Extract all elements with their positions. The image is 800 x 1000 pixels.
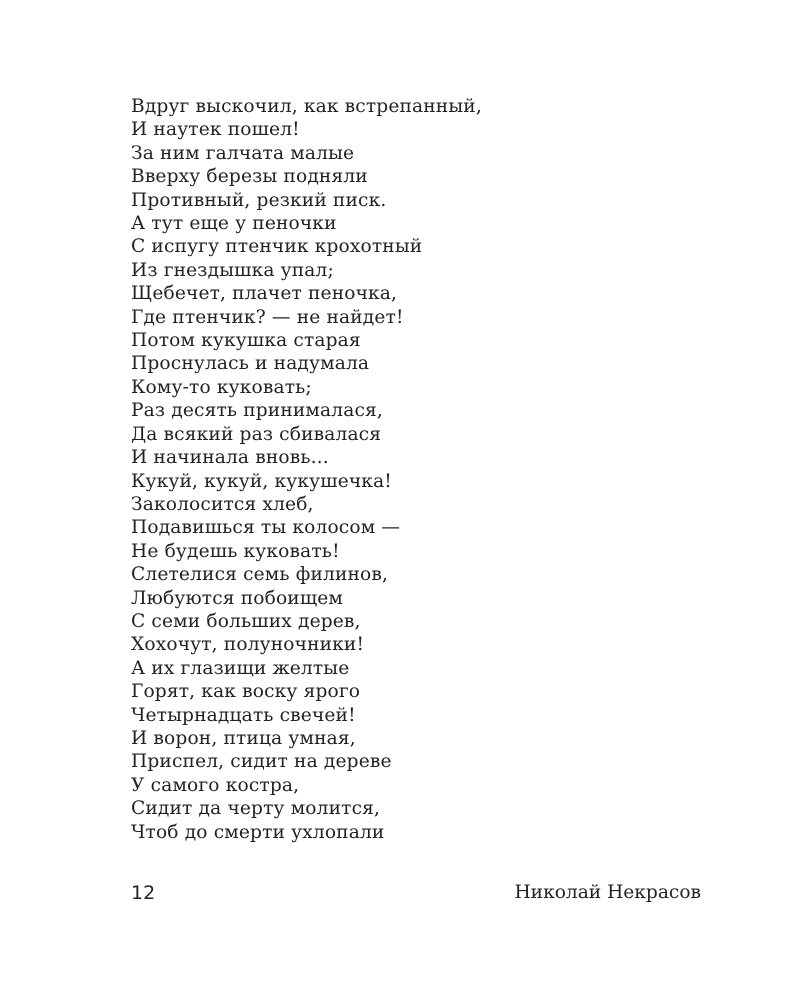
poem-line: Приспел, сидит на дереве — [131, 751, 392, 773]
poem-line: Не будешь куковать! — [131, 540, 340, 562]
poem-line: Вверху березы подняли — [131, 166, 368, 188]
poem-line: А их глазищи желтые — [131, 657, 350, 679]
poem-line: Противный, резкий писк. — [131, 189, 387, 211]
poem-line: И ворон, птица умная, — [131, 727, 356, 749]
running-footer-author: Николай Некрасов — [514, 882, 701, 903]
poem-line: Чтоб до смерти ухлопали — [131, 821, 385, 843]
poem-line: И наутек пошел! — [131, 119, 300, 141]
poem-line: Проснулась и надумала — [131, 353, 370, 375]
poem-line: Да всякий раз сбивалася — [131, 423, 382, 445]
poem-text — [131, 95, 482, 844]
poem-line: И начинала вновь... — [131, 447, 329, 469]
poem-line: Любуются побоищем — [131, 587, 344, 609]
poem-line: Слетелися семь филинов, — [131, 564, 389, 586]
poem-line: Кому-то куковать; — [131, 376, 312, 398]
poem-line: Щебечет, плачет пеночка, — [131, 283, 398, 305]
poem-line: Хохочут, полуночники! — [131, 634, 365, 656]
poem-line: Четырнадцать свечей! — [131, 704, 356, 726]
poem-line: У самого костра, — [131, 774, 300, 796]
poem-line: Подавишься ты колосом — — [131, 517, 401, 539]
poem-line: Потом кукушка старая — [131, 330, 361, 352]
poem-line: Сидит да черту молится, — [131, 798, 381, 820]
poem-line: Раз десять принималася, — [131, 400, 383, 422]
page-number: 12 — [131, 882, 156, 904]
poem-line: Заколосится хлеб, — [131, 493, 314, 515]
poem-line: С семи больших дерев, — [131, 610, 361, 632]
poem-line: Из гнездышка упал; — [131, 259, 334, 281]
poem-line: А тут еще у пеночки — [131, 213, 337, 235]
poem-line: Вдруг выскочил, как встрепанный, — [131, 96, 482, 117]
poem-line: Кукуй, кукуй, кукушечка! — [131, 470, 392, 492]
poem-line: С испугу птенчик крохотный — [131, 236, 423, 258]
poem-line: Горят, как воску ярого — [131, 681, 361, 703]
page-footer — [131, 878, 701, 908]
poem-line: За ним галчата малые — [131, 142, 355, 164]
poem-line: Где птенчик? — не найдет! — [131, 306, 404, 328]
